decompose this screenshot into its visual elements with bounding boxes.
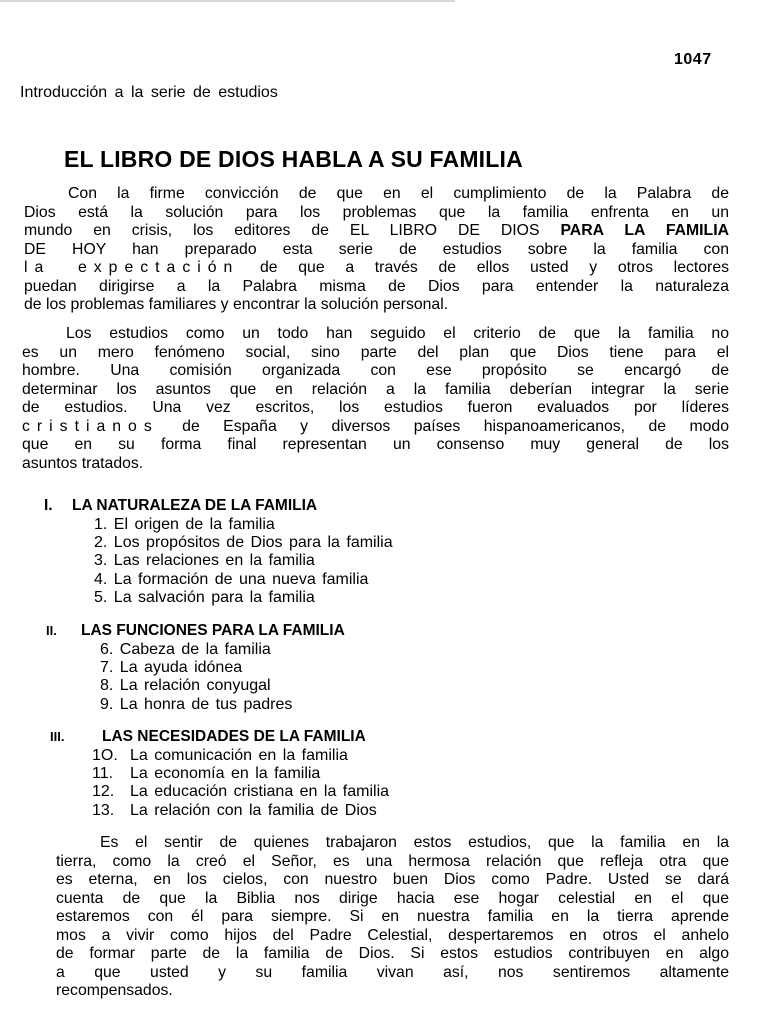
page-number: 1047 [674,51,712,68]
study-item [100,677,345,695]
study-list [100,641,345,714]
study-item [94,534,393,552]
paragraph-line: Es el sentir de quienes trabajaron estos estudios, que la familia en la [100,834,729,851]
study-title: Las relaciones en la familia [113,552,315,570]
study-title: La ayuda idónea [119,659,243,677]
paragraph-line: de formar parte de la familia de Dios. Si estos estudios contribuyen en algo [56,945,729,962]
paragraph-line: hombre. Una comisión organizada con ese propósito se encargó de [22,362,729,379]
study-number: 7. [100,659,114,677]
section-title: LAS NECESIDADES DE LA FAMILIA [102,728,366,745]
paragraph-line: es eterna, en los cielos, con nuestro buen Dios como Padre. Usted se dará [56,871,729,888]
top-divider [0,0,455,2]
paragraph-line: Los estudios como un todo han seguido el criterio de que la familia no [66,325,729,342]
study-title: Cabeza de la familia [119,641,271,658]
paragraph-line: Con la firme convicción de que en el cumplimiento de la Palabra de [68,185,729,202]
paragraph-line: tierra, como la creó el Señor, es una hermosa relación que refleja otra que [56,852,729,870]
paragraph-line: a que usted y su familia vivan así, nos sentiremos altamente [56,963,729,981]
study-item [100,696,345,714]
study-title: La relación con la familia de Dios [130,801,377,819]
study-title: La relación conyugal [119,677,271,695]
paragraph-line: DE HOY han preparado esta serie de estudios sobre la familia con [24,240,729,258]
section-title: LAS FUNCIONES PARA LA FAMILIA [81,622,345,639]
study-item [94,589,393,607]
study-title: Los propósitos de Dios para la familia [113,534,393,552]
paragraph-line: recompensados. [56,982,173,999]
study-number: 5. [94,588,108,606]
section-heading [46,622,345,640]
paragraph-line: de los problemas familiares y encontrar la solución personal. [24,296,449,313]
study-list [94,516,393,607]
paragraph-line: asuntos tratados. [22,454,144,472]
study-item [100,641,345,659]
series-heading: Introducción a la serie de estudios [20,84,278,101]
section-numeral: III. [50,729,65,744]
study-item [94,552,393,570]
page-title: EL LIBRO DE DIOS HABLA A SU FAMILIA [64,146,523,172]
paragraph-line: estaremos con él para siempre. Si en nuestra familia en la tierra aprende [56,908,729,925]
section-heading [50,728,389,746]
study-title: La formación de una nueva familia [113,570,369,588]
bold-phrase: PARA LA FAMILIA [560,222,729,239]
paragraph-line: Dios está la solución para los problemas que la familia enfrenta en un [24,203,729,221]
study-number: 1. [94,516,108,533]
paragraph-line [24,259,729,278]
paragraph-line: que en su forma final representan un consenso muy general de los [22,436,729,453]
intro-paragraph-2 [22,325,729,473]
study-title: La economía en la familia [130,765,321,783]
study-title: La honra de tus padres [119,695,293,713]
section-naturaleza [44,497,393,607]
study-item [92,765,389,783]
study-title: La educación cristiana en la familia [130,783,390,801]
paragraph-line: cuenta de que la Biblia nos dirige hacia ese hogar celestial en el que [56,889,729,907]
study-number: 3. [94,552,108,570]
study-number: 8. [100,677,114,695]
study-number: 13. [92,801,115,819]
paragraph-line: puedan dirigirse a la Palabra misma de Dios para entender la naturaleza [24,277,729,295]
study-number: 12. [92,783,115,801]
section-numeral: I. [44,497,53,514]
section-necesidades [50,728,389,820]
study-number: 4. [94,570,108,588]
study-number: 2. [94,534,108,552]
study-number: 9. [100,695,114,713]
study-item [100,659,345,677]
spaced-phrase: cristianos [22,417,159,435]
study-title: La comunicación en la familia [130,747,348,764]
paragraph-line-text: de España y diversos países hispanoamericanos, de modo [182,417,730,435]
paragraph-line-text: de que a través de ellos usted y otros lectores [260,259,729,276]
paragraph-line: mos a vivir como hijos del Padre Celestial, despertaremos en otros el anhelo [56,926,729,944]
study-list [92,747,389,820]
section-heading [44,497,393,515]
study-item [94,571,393,589]
study-number: 1O. [92,747,118,764]
study-number: 11. [92,765,114,783]
study-item [92,783,389,801]
spaced-phrase: la expectación [24,259,240,276]
section-title: LA NATURALEZA DE LA FAMILIA [72,497,318,514]
study-title: La salvación para la familia [113,588,315,606]
intro-paragraph-1 [24,185,729,315]
paragraph-line [22,418,729,437]
study-item [92,802,389,820]
study-item [92,747,389,765]
study-title: El origen de la familia [113,516,275,533]
paragraph-line: es un mero fenómeno social, sino parte del plan que Dios tiene para el [22,343,729,361]
section-funciones [46,622,345,714]
paragraph-line: determinar los asuntos que en relación a la familia deberían integrar la serie [22,380,729,398]
paragraph-line [24,222,729,241]
study-number: 6. [100,641,114,658]
closing-paragraph [56,834,729,1001]
study-item [94,516,393,534]
paragraph-line-text: mundo en crisis, los editores de EL LIBRO DE DIOS [24,222,540,239]
paragraph-line: de estudios. Una vez escritos, los estudios fueron evaluados por líderes [22,399,729,416]
section-numeral: II. [46,623,57,638]
